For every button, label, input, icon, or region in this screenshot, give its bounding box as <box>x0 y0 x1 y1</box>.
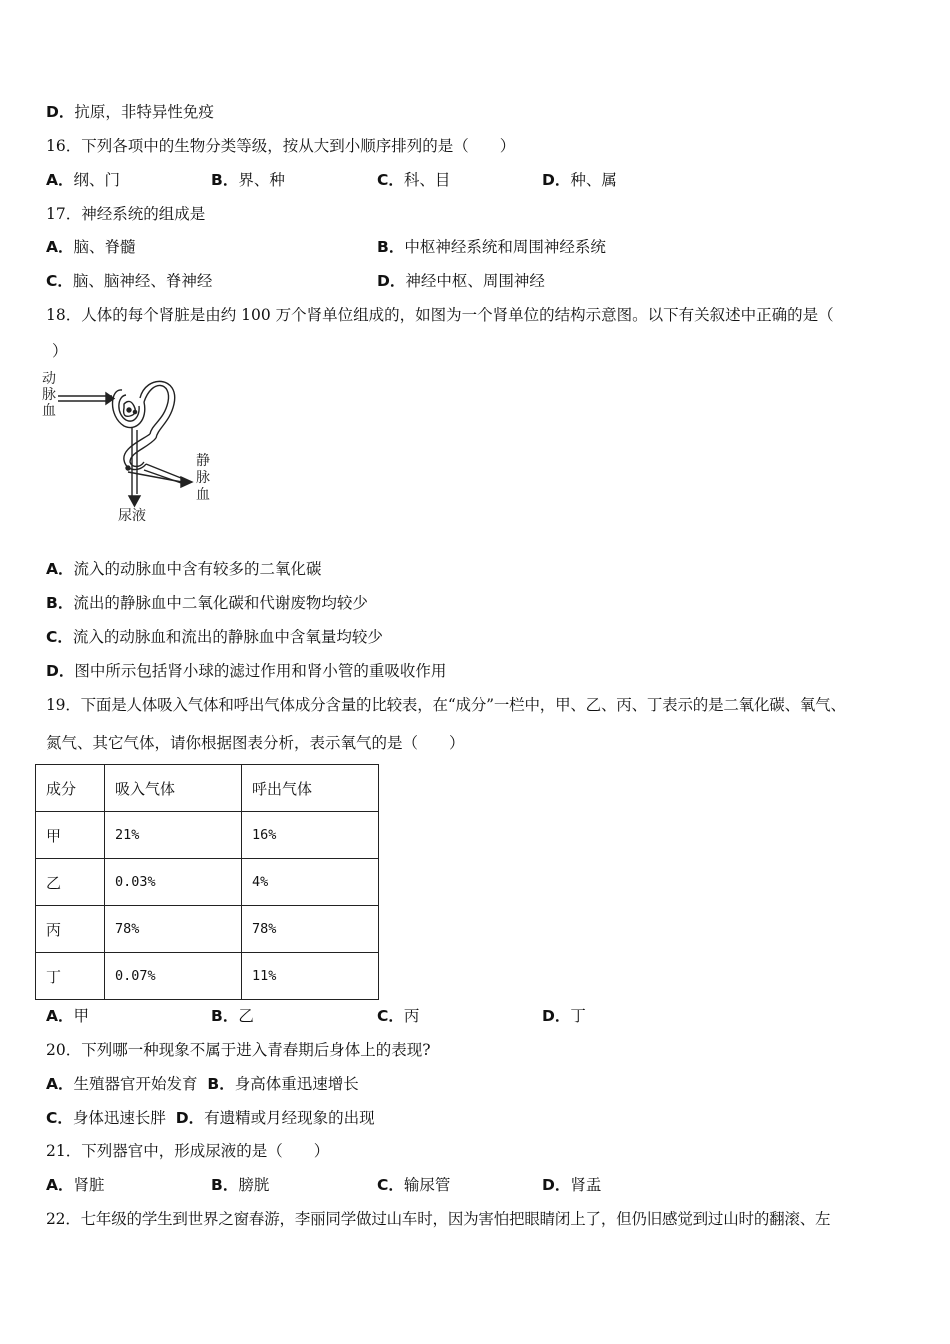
question-18-stem-cont <box>52 340 68 362</box>
option-text: 肾盂 <box>570 1176 602 1194</box>
question-20-options-row2 <box>46 1107 375 1129</box>
table-header-cell: 呼出气体 <box>242 765 379 812</box>
q19-option-d[interactable] <box>542 1005 586 1027</box>
question-text: 神经系统的组成是 <box>81 205 206 223</box>
option-text: 输尿管 <box>403 1176 451 1194</box>
option-label: D． <box>542 1176 571 1194</box>
artery-label-char: 脉 <box>42 387 56 403</box>
option-label: C． <box>46 628 73 646</box>
q16-option-b[interactable] <box>211 169 285 191</box>
q16-option-a[interactable] <box>46 169 120 191</box>
q16-option-c[interactable] <box>377 169 450 191</box>
question-19-stem-cont <box>46 732 465 754</box>
table-cell: 0.07% <box>105 953 242 1000</box>
question-number: 22． <box>46 1210 81 1228</box>
option-text: 丁 <box>570 1007 586 1025</box>
option-text: 肾脏 <box>73 1176 105 1194</box>
option-text: 脑、脑神经、脊神经 <box>72 272 213 290</box>
question-19-stem <box>46 694 846 716</box>
vessel-dot <box>126 466 130 470</box>
question-number: 18． <box>46 306 82 324</box>
option-text: 乙 <box>238 1007 254 1025</box>
option-label: A． <box>46 171 74 189</box>
option-text: 生殖器官开始发育 <box>73 1075 198 1093</box>
table-row <box>36 906 379 953</box>
question-number: 16． <box>46 137 82 155</box>
q16-option-d[interactable] <box>542 169 617 191</box>
question-16-stem <box>46 135 515 157</box>
glomerulus-dot <box>127 408 131 412</box>
option-text: 膀胱 <box>238 1176 270 1194</box>
question-21-stem <box>46 1140 329 1162</box>
question-text: 人体的每个肾脏是由约 100 万个肾单位组成的，如图为一个肾单位的结构示意图。以下有关叙述中正确的是（ <box>81 306 834 324</box>
table-row <box>36 812 379 859</box>
q19-option-b[interactable] <box>211 1005 254 1027</box>
question-text: 下列器官中，形成尿液的是（ ） <box>81 1142 330 1160</box>
option-text: 丙 <box>403 1007 420 1025</box>
option-label: B． <box>211 171 239 189</box>
table-row <box>36 859 379 906</box>
q17-option-b[interactable] <box>377 236 606 258</box>
table-row <box>36 953 379 1000</box>
artery-label-char: 血 <box>42 403 56 419</box>
q21-option-b[interactable] <box>211 1174 269 1196</box>
option-label: B． <box>46 594 74 612</box>
q18-option-d[interactable] <box>46 660 446 682</box>
q18-option-b[interactable] <box>46 592 368 614</box>
option-label: C． <box>377 1007 404 1025</box>
option-label: B． <box>211 1007 239 1025</box>
option-label: C． <box>377 1176 404 1194</box>
option-label: D． <box>542 1007 571 1025</box>
question-20-stem <box>46 1039 431 1061</box>
question-text: ） <box>52 342 68 360</box>
question-number: 17． <box>46 205 82 223</box>
option-label: C． <box>377 171 404 189</box>
vein-label-char: 脉 <box>196 470 210 486</box>
capillary-loop <box>130 438 156 467</box>
option-label: B． <box>377 238 405 256</box>
table-header-cell: 成分 <box>36 765 105 812</box>
table-cell: 4% <box>242 859 379 906</box>
artery-label <box>42 370 56 419</box>
table-cell: 78% <box>242 906 379 953</box>
option-label: D． <box>377 272 406 290</box>
table-cell: 16% <box>242 812 379 859</box>
table-cell: 丙 <box>36 906 105 953</box>
q15-option-d <box>46 101 214 123</box>
option-text: 神经中枢、周围神经 <box>405 272 545 290</box>
gas-composition-table <box>35 764 379 1000</box>
option-text: 身体迅速长胖 <box>72 1109 166 1127</box>
question-text: 氮气、其它气体，请你根据图表分析，表示氧气的是（ ） <box>46 734 465 752</box>
arrow-icon <box>181 477 192 487</box>
option-text: 界、种 <box>238 171 285 189</box>
option-label: D． <box>542 171 571 189</box>
option-text: 科、目 <box>403 171 451 189</box>
option-text: 中枢神经系统和周围神经系统 <box>404 238 606 256</box>
option-text: 身高体重迅速增长 <box>234 1075 359 1093</box>
table-cell: 11% <box>242 953 379 1000</box>
q19-option-c[interactable] <box>377 1005 419 1027</box>
option-label: C． <box>46 272 73 290</box>
q20-option-b[interactable] <box>207 1075 358 1093</box>
q17-option-a[interactable] <box>46 236 136 258</box>
question-text: 下列各项中的生物分类等级，按从大到小顺序排列的是（ ） <box>81 137 516 155</box>
table-cell: 乙 <box>36 859 105 906</box>
table-header-cell: 吸入气体 <box>105 765 242 812</box>
option-label: D． <box>46 662 75 680</box>
question-18-stem <box>46 304 834 326</box>
table-cell: 0.03% <box>105 859 242 906</box>
option-label: A． <box>46 238 74 256</box>
option-label: C． <box>46 1109 73 1127</box>
question-number: 19． <box>46 696 81 714</box>
option-text: 种、属 <box>570 171 617 189</box>
option-text: 图中所示包括肾小球的滤过作用和肾小管的重吸收作用 <box>74 662 447 680</box>
q20-option-c[interactable] <box>46 1109 166 1127</box>
q21-option-a[interactable] <box>46 1174 105 1196</box>
table-header-row <box>36 765 379 812</box>
option-label: D． <box>46 103 75 121</box>
artery-label-char: 动 <box>42 371 56 387</box>
question-text: 七年级的学生到世界之窗春游，李丽同学做过山车时，因为害怕把眼睛闭上了，但仍旧感觉到过山时的翻滚、左 <box>80 1210 831 1228</box>
option-text: 抗原，非特异性免疫 <box>74 103 214 121</box>
table-cell: 丁 <box>36 953 105 1000</box>
question-text: 下列哪一种现象不属于进入青春期后身体上的表现? <box>81 1041 431 1059</box>
option-text: 流入的动脉血中含有较多的二氧化碳 <box>73 560 322 578</box>
option-label: B． <box>211 1176 239 1194</box>
question-20-options-row1 <box>46 1073 359 1095</box>
arrow-icon <box>129 496 140 506</box>
q21-option-c[interactable] <box>377 1174 450 1196</box>
q20-option-a[interactable] <box>46 1075 198 1093</box>
option-text: 纲、门 <box>73 171 121 189</box>
q17-option-d[interactable] <box>377 270 545 292</box>
renal-tubule <box>144 385 169 434</box>
question-number: 20． <box>46 1041 82 1059</box>
q20-option-d[interactable] <box>176 1109 375 1127</box>
table-cell: 78% <box>105 906 242 953</box>
q18-option-c[interactable] <box>46 626 383 648</box>
question-number: 21． <box>46 1142 82 1160</box>
q18-option-a[interactable] <box>46 558 322 580</box>
vein-label <box>196 453 210 503</box>
option-label: A． <box>46 560 74 578</box>
option-label: A． <box>46 1176 74 1194</box>
option-text: 流出的静脉血中二氧化碳和代谢废物均较少 <box>73 594 368 612</box>
table-cell: 21% <box>105 812 242 859</box>
q19-option-a[interactable] <box>46 1005 89 1027</box>
q21-option-d[interactable] <box>542 1174 601 1196</box>
glomerulus-dot <box>133 410 136 413</box>
option-label: A． <box>46 1075 74 1093</box>
table-cell: 甲 <box>36 812 105 859</box>
nephron-diagram <box>40 368 230 528</box>
urine-label: 尿液 <box>118 508 146 524</box>
vein-label-char: 血 <box>196 487 210 503</box>
question-text: 下面是人体吸入气体和呼出气体成分含量的比较表，在“成分”一栏中，甲、乙、丙、丁表示的是二氧化碳、氧气、 <box>80 696 846 714</box>
option-text: 有遗精或月经现象的出现 <box>204 1109 375 1127</box>
option-text: 流入的动脉血和流出的静脉血中含氧量均较少 <box>72 628 383 646</box>
q17-option-c[interactable] <box>46 270 212 292</box>
nephron-structure <box>58 381 192 506</box>
option-text: 甲 <box>73 1007 90 1025</box>
option-label: A． <box>46 1007 74 1025</box>
question-17-stem <box>46 203 205 225</box>
vein-label-char: 静 <box>196 453 210 469</box>
option-label: D． <box>175 1109 205 1127</box>
option-label: B． <box>207 1075 235 1093</box>
question-22-stem <box>46 1208 830 1230</box>
option-text: 脑、脊髓 <box>73 238 136 256</box>
